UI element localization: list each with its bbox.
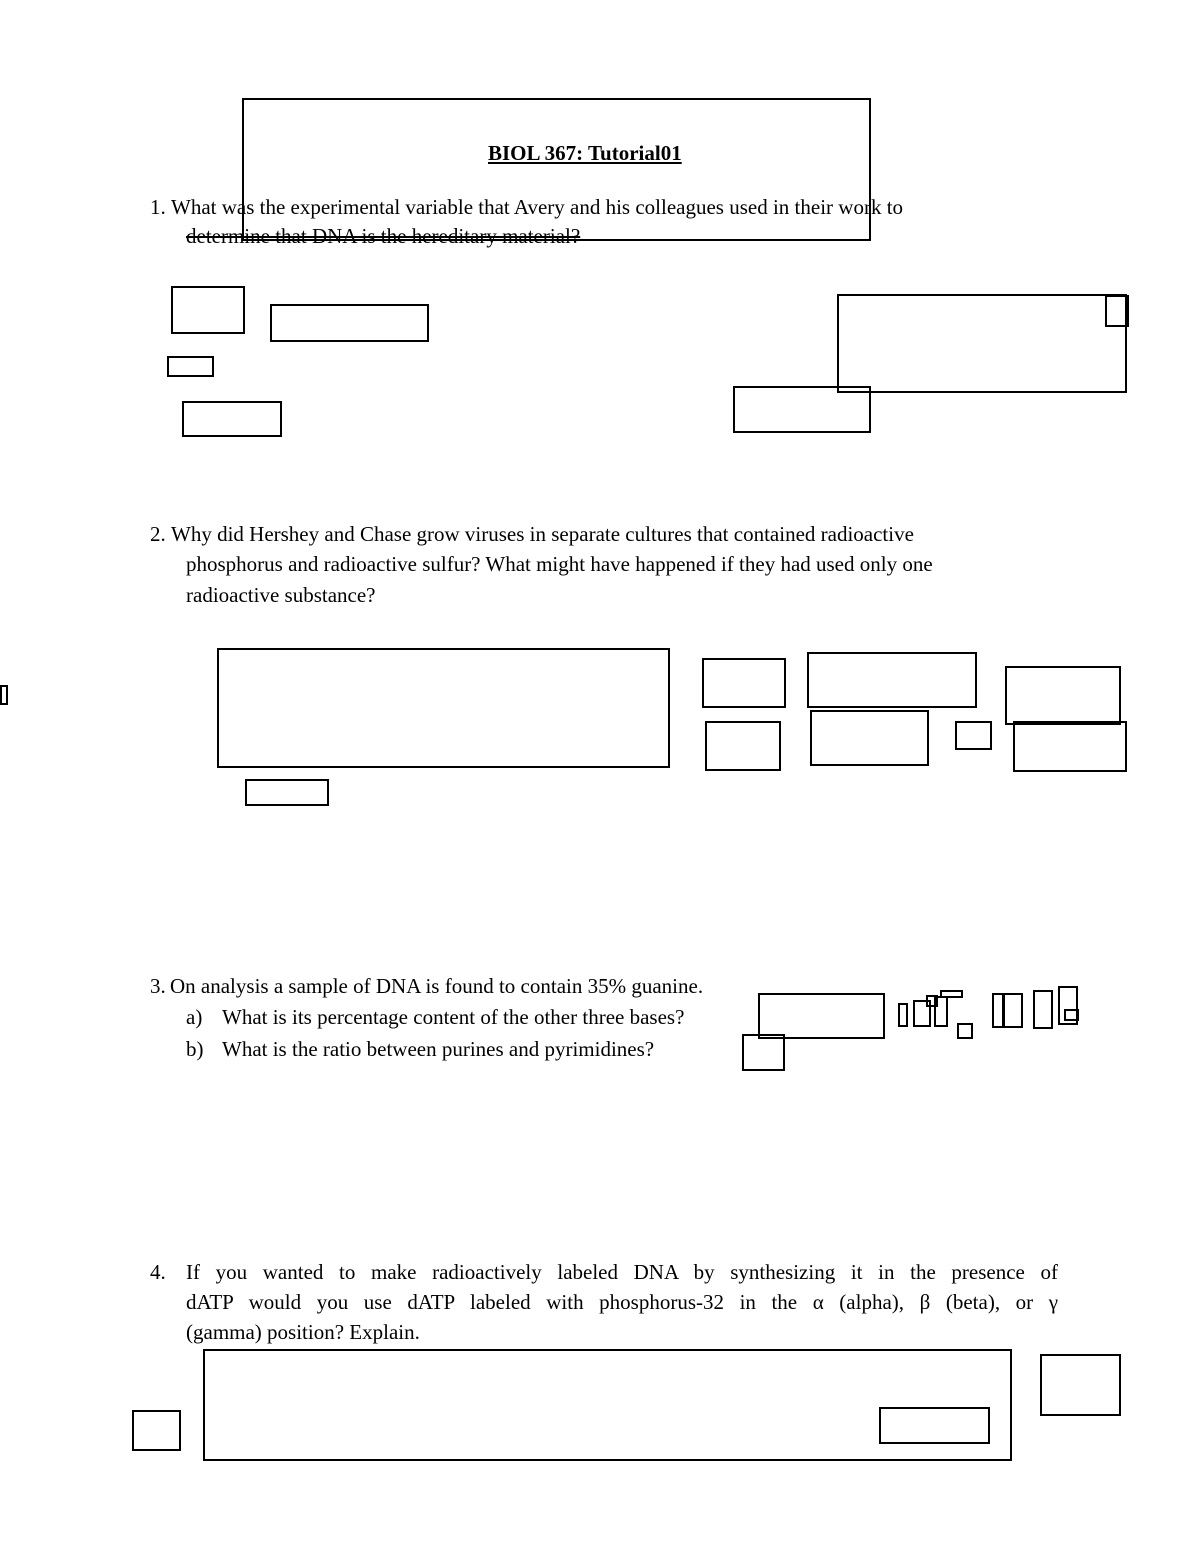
question-1-number: 1.	[150, 195, 166, 219]
answer-box[interactable]	[0, 685, 8, 705]
question-3-number: 3.	[150, 974, 166, 998]
question-1-line-1: What was the experimental variable that Avery and his colleagues used in their work to	[171, 195, 904, 219]
question-2-line-1: Why did Hershey and Chase grow viruses in separate cultures that contained radioactive	[171, 522, 914, 546]
answer-box[interactable]	[955, 721, 992, 750]
answer-box[interactable]	[934, 996, 948, 1027]
page-title: BIOL 367: Tutorial01	[488, 141, 682, 165]
answer-box[interactable]	[203, 1349, 1012, 1461]
answer-box[interactable]	[837, 294, 1127, 393]
question-4-line-1: If you wanted to make radioactively labeled DNA by synthesizing it in the presence of	[186, 1260, 1058, 1284]
answer-box[interactable]	[742, 1034, 785, 1071]
answer-box[interactable]	[245, 779, 329, 806]
answer-box[interactable]	[1005, 666, 1121, 725]
answer-box[interactable]	[810, 710, 929, 766]
answer-box[interactable]	[807, 652, 977, 708]
question-3b-text: What is the ratio between purines and pyrimidines?	[222, 1037, 655, 1061]
answer-box[interactable]	[1064, 1009, 1079, 1021]
answer-box[interactable]	[1003, 993, 1023, 1028]
answer-box[interactable]	[132, 1410, 181, 1451]
answer-box[interactable]	[957, 1023, 973, 1039]
answer-box[interactable]	[182, 401, 282, 437]
question-3-line-1: On analysis a sample of DNA is found to contain 35% guanine.	[170, 974, 704, 998]
question-2-line-3: radioactive substance?	[186, 583, 376, 607]
answer-box[interactable]	[217, 648, 670, 768]
question-1-line-2: determine that DNA is the hereditary material?	[186, 224, 581, 248]
question-4-line-3: (gamma) position? Explain.	[186, 1320, 420, 1344]
answer-box[interactable]	[171, 286, 245, 334]
question-2-line-2: phosphorus and radioactive sulfur? What might have happened if they had used only one	[186, 552, 933, 576]
question-4-line-2: dATP would you use dATP labeled with phosphorus-32 in the α (alpha), β (beta), or γ	[186, 1290, 1058, 1314]
answer-box[interactable]	[705, 721, 781, 771]
answer-box[interactable]	[1033, 990, 1053, 1029]
answer-box[interactable]	[1105, 295, 1129, 327]
question-3a-text: What is its percentage content of the other three bases?	[222, 1005, 685, 1029]
answer-box[interactable]	[1040, 1354, 1121, 1416]
question-2-number: 2.	[150, 522, 166, 546]
answer-box[interactable]	[167, 356, 214, 377]
question-3a-label: a)	[186, 1005, 203, 1029]
question-4-number: 4.	[150, 1260, 166, 1284]
answer-box[interactable]	[898, 1003, 908, 1027]
answer-box[interactable]	[758, 993, 885, 1039]
answer-box[interactable]	[879, 1407, 990, 1444]
title-frame	[242, 98, 871, 241]
answer-box[interactable]	[1013, 721, 1127, 772]
answer-box[interactable]	[940, 990, 963, 998]
answer-box[interactable]	[702, 658, 786, 708]
answer-box[interactable]	[733, 386, 871, 433]
question-3b-label: b)	[186, 1037, 204, 1061]
answer-box[interactable]	[270, 304, 429, 342]
